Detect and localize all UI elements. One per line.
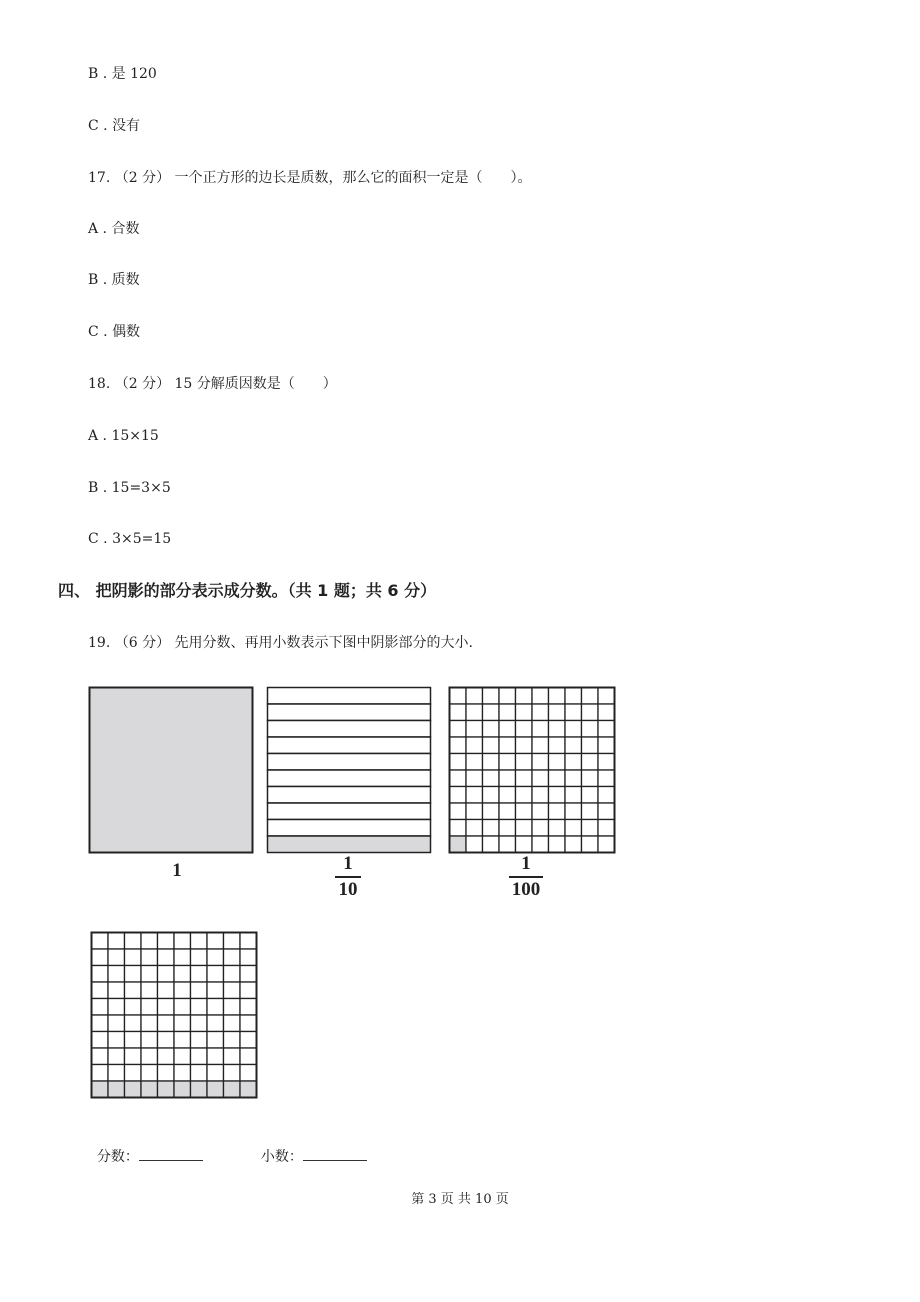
grid-cell-shaded <box>141 1081 158 1098</box>
grid-cell <box>582 737 599 754</box>
grid-cell <box>141 933 158 950</box>
grid-cell <box>516 787 533 804</box>
grid-cell <box>207 982 224 999</box>
grid-cell <box>224 1048 241 1065</box>
grid-cell <box>582 721 599 738</box>
q18-option-a: A . 15×15 <box>88 428 159 444</box>
strip <box>268 803 431 820</box>
grid-cell <box>240 949 257 966</box>
grid-cell <box>240 966 257 983</box>
grid-cell <box>240 1015 257 1032</box>
grid-cell <box>582 836 599 853</box>
grid-cell <box>240 999 257 1016</box>
grid-cell <box>224 966 241 983</box>
grid-cell <box>516 721 533 738</box>
grid-cell <box>532 721 549 738</box>
grid-cell <box>207 1015 224 1032</box>
grid-cell <box>191 1015 208 1032</box>
grid-cell <box>174 966 191 983</box>
grid-cell <box>141 982 158 999</box>
grid-cell <box>516 803 533 820</box>
grid-cell <box>598 737 615 754</box>
grid-cell <box>158 999 175 1016</box>
grid-cell <box>207 933 224 950</box>
grid-cell <box>240 982 257 999</box>
grid-cell <box>516 820 533 837</box>
q16-option-c: C . 没有 <box>88 118 141 134</box>
figure2-fraction <box>330 854 366 900</box>
grid-cell <box>191 1048 208 1065</box>
grid-cell <box>141 1015 158 1032</box>
figure3-numerator: 1 <box>521 853 531 874</box>
grid-cell <box>174 999 191 1016</box>
grid-cell-shaded <box>174 1081 191 1098</box>
q17-option-b: B . 质数 <box>88 272 140 288</box>
fraction-answer <box>88 1126 203 1167</box>
strip-shaded <box>268 836 431 853</box>
grid-cell <box>565 787 582 804</box>
grid-cell <box>125 1032 142 1049</box>
grid-cell <box>141 1048 158 1065</box>
grid-cell <box>499 721 516 738</box>
grid-cell <box>483 803 500 820</box>
grid-cell <box>466 787 483 804</box>
grid-cell <box>532 688 549 705</box>
grid-cell <box>174 1065 191 1082</box>
grid-cell <box>125 949 142 966</box>
grid-cell <box>450 820 467 837</box>
figure-hundredths-grid <box>448 686 616 854</box>
grid-cell <box>565 820 582 837</box>
grid-cell <box>532 704 549 721</box>
grid-cell <box>174 949 191 966</box>
grid-cell <box>598 770 615 787</box>
grid-cell <box>158 1015 175 1032</box>
grid-cell-shaded <box>108 1081 125 1098</box>
grid-cell <box>483 820 500 837</box>
grid-cell <box>466 820 483 837</box>
grid-cell <box>191 1065 208 1082</box>
grid-cell <box>92 999 109 1016</box>
grid-cell <box>582 770 599 787</box>
grid-cell <box>450 787 467 804</box>
grid-cell <box>207 1032 224 1049</box>
strip <box>268 704 431 721</box>
grid-cell <box>598 688 615 705</box>
grid-cell <box>141 1032 158 1049</box>
grid-cell <box>582 688 599 705</box>
figure1-label: 1 <box>172 860 182 881</box>
grid-cell <box>174 1048 191 1065</box>
grid-cell <box>565 836 582 853</box>
grid-cell <box>565 737 582 754</box>
grid-cell <box>483 770 500 787</box>
grid-cell <box>450 803 467 820</box>
whole-square-shape <box>90 688 253 853</box>
grid-cell <box>158 949 175 966</box>
q18-option-c: C . 3×5=15 <box>88 531 172 547</box>
q17-option-c: C . 偶数 <box>88 324 141 340</box>
grid-cell <box>125 966 142 983</box>
grid-cell <box>549 721 566 738</box>
grid-cell <box>565 803 582 820</box>
grid-cell <box>92 1015 109 1032</box>
grid-cell <box>174 1015 191 1032</box>
grid-cell <box>191 982 208 999</box>
strip <box>268 737 431 754</box>
grid-cell <box>224 982 241 999</box>
grid-cell <box>516 770 533 787</box>
grid-cell <box>224 949 241 966</box>
fraction-blank[interactable] <box>139 1146 203 1161</box>
figure3-fraction-bar <box>509 876 543 878</box>
grid-cell <box>499 704 516 721</box>
grid-cell <box>174 1032 191 1049</box>
grid-cell <box>240 1065 257 1082</box>
grid-cell <box>466 737 483 754</box>
fraction-label: 分数： <box>96 1149 139 1165</box>
grid-cell <box>532 787 549 804</box>
figure2-fraction-bar <box>335 876 361 878</box>
grid-cell <box>582 787 599 804</box>
grid-cell <box>158 1065 175 1082</box>
grid-cell-shaded <box>224 1081 241 1098</box>
grid-cell <box>466 754 483 771</box>
grid-cell <box>499 787 516 804</box>
grid-cell <box>499 754 516 771</box>
grid-cell <box>466 704 483 721</box>
grid-cell <box>598 754 615 771</box>
decimal-label: 小数： <box>260 1149 303 1165</box>
grid-cell <box>125 999 142 1016</box>
grid-cell <box>224 1032 241 1049</box>
grid-cell <box>240 1032 257 1049</box>
grid-cell <box>191 1032 208 1049</box>
grid-cell <box>565 721 582 738</box>
grid-cell <box>207 1065 224 1082</box>
decimal-answer <box>252 1126 367 1167</box>
strip <box>268 688 431 705</box>
grid-cell <box>108 1048 125 1065</box>
grid-cell <box>483 836 500 853</box>
grid-cell <box>92 1065 109 1082</box>
grid-cell <box>499 836 516 853</box>
grid-cell <box>92 966 109 983</box>
grid-cell <box>499 803 516 820</box>
grid-cell <box>549 820 566 837</box>
grid-cell <box>108 966 125 983</box>
grid-cell <box>450 737 467 754</box>
grid-cell <box>240 1048 257 1065</box>
grid-cell <box>207 966 224 983</box>
grid-cell <box>240 933 257 950</box>
grid-cell <box>158 1032 175 1049</box>
grid-cell-shaded <box>207 1081 224 1098</box>
grid-cell <box>549 704 566 721</box>
grid-cell <box>532 803 549 820</box>
grid-cell <box>224 1015 241 1032</box>
grid-cell-shaded <box>125 1081 142 1098</box>
grid-cell <box>516 704 533 721</box>
grid-cell <box>191 966 208 983</box>
grid-cell <box>108 1032 125 1049</box>
grid-cell <box>92 1032 109 1049</box>
grid-cell <box>125 982 142 999</box>
grid-cell <box>207 949 224 966</box>
grid-cell <box>549 770 566 787</box>
grid-cell <box>108 949 125 966</box>
figure2-denominator: 10 <box>338 879 358 900</box>
grid-cell <box>158 933 175 950</box>
grid-cell <box>598 787 615 804</box>
grid-cell <box>582 754 599 771</box>
grid-cell <box>549 803 566 820</box>
figure-tenths-strips <box>266 686 432 854</box>
grid-cell <box>582 803 599 820</box>
grid-cell <box>582 820 599 837</box>
q18-stem: 18. （2 分） 15 分解质因数是（ ） <box>88 376 337 392</box>
grid-cell <box>224 933 241 950</box>
q17-option-a: A . 合数 <box>88 221 140 237</box>
q18-option-b: B . 15=3×5 <box>88 480 171 496</box>
grid-cell <box>125 1065 142 1082</box>
section-heading: 四、 把阴影的部分表示成分数。（共 1 题；共 6 分） <box>58 581 437 600</box>
grid-cell <box>191 933 208 950</box>
grid-cell <box>598 836 615 853</box>
grid-cell <box>483 787 500 804</box>
grid-cell <box>532 820 549 837</box>
grid-cell <box>549 688 566 705</box>
grid-cell <box>92 982 109 999</box>
grid-cell <box>141 1065 158 1082</box>
grid-cell <box>191 999 208 1016</box>
strip <box>268 787 431 804</box>
grid-cell <box>450 704 467 721</box>
grid-cell <box>158 1048 175 1065</box>
grid-cell <box>516 836 533 853</box>
grid-cell <box>565 754 582 771</box>
grid-cell <box>532 754 549 771</box>
grid-cell <box>158 982 175 999</box>
grid-cell <box>108 999 125 1016</box>
grid-cell-shaded <box>92 1081 109 1098</box>
figure3-fraction <box>504 854 548 900</box>
grid-cell <box>450 770 467 787</box>
grid-cell <box>532 836 549 853</box>
figure-whole-square <box>88 686 254 854</box>
figure-question-grid <box>90 931 258 1099</box>
grid-cell <box>516 754 533 771</box>
grid-cell <box>108 1065 125 1082</box>
grid-cell <box>483 721 500 738</box>
grid-cell <box>191 949 208 966</box>
grid-cell <box>92 933 109 950</box>
grid-cell <box>499 688 516 705</box>
grid-cell <box>549 754 566 771</box>
grid-cell-shaded <box>240 1081 257 1098</box>
grid-cell <box>466 770 483 787</box>
grid-cell <box>92 949 109 966</box>
grid-cell <box>483 737 500 754</box>
strip <box>268 721 431 738</box>
grid-cell <box>565 770 582 787</box>
grid-cell-shaded <box>158 1081 175 1098</box>
grid-cell <box>466 688 483 705</box>
grid-cell <box>207 999 224 1016</box>
grid-cell <box>108 982 125 999</box>
grid-cell-shaded <box>191 1081 208 1098</box>
grid-cell <box>549 836 566 853</box>
grid-cell <box>483 754 500 771</box>
grid-cell <box>174 982 191 999</box>
grid-cell <box>483 688 500 705</box>
grid-cell <box>450 688 467 705</box>
grid-cell <box>224 1065 241 1082</box>
figure2-numerator: 1 <box>343 853 353 874</box>
grid-cell <box>532 737 549 754</box>
q16-option-b: B . 是 120 <box>88 66 157 82</box>
grid-cell <box>598 820 615 837</box>
grid-cell <box>598 721 615 738</box>
grid-cell <box>125 1048 142 1065</box>
grid-cell <box>450 721 467 738</box>
grid-cell <box>582 704 599 721</box>
grid-cell <box>499 770 516 787</box>
grid-cell <box>108 933 125 950</box>
grid-cell <box>207 1048 224 1065</box>
grid-cell <box>598 803 615 820</box>
grid-cell-shaded <box>450 836 467 853</box>
grid-cell <box>516 737 533 754</box>
grid-cell <box>516 688 533 705</box>
grid-cell <box>141 999 158 1016</box>
strip <box>268 770 431 787</box>
q19-stem: 19. （6 分） 先用分数、再用小数表示下图中阴影部分的大小. <box>88 635 473 651</box>
grid-cell <box>92 1048 109 1065</box>
grid-cell <box>466 803 483 820</box>
grid-cell <box>598 704 615 721</box>
grid-cell <box>549 787 566 804</box>
grid-cell <box>565 688 582 705</box>
grid-cell <box>125 933 142 950</box>
figure3-denominator: 100 <box>511 879 541 900</box>
strip <box>268 820 431 837</box>
grid-cell <box>141 949 158 966</box>
grid-cell <box>158 966 175 983</box>
grid-cell <box>141 966 158 983</box>
grid-cell <box>466 721 483 738</box>
grid-cell <box>450 754 467 771</box>
grid-cell <box>565 704 582 721</box>
grid-cell <box>549 737 566 754</box>
grid-cell <box>224 999 241 1016</box>
grid-cell <box>499 737 516 754</box>
grid-cell <box>125 1015 142 1032</box>
strip <box>268 754 431 771</box>
page-footer: 第 3 页 共 10 页 <box>411 1192 509 1207</box>
decimal-blank[interactable] <box>303 1146 367 1161</box>
grid-cell <box>483 704 500 721</box>
grid-cell <box>466 836 483 853</box>
grid-cell <box>174 933 191 950</box>
grid-cell <box>532 770 549 787</box>
q17-stem: 17. （2 分） 一个正方形的边长是质数，那么它的面积一定是（ ）。 <box>88 170 532 186</box>
grid-cell <box>499 820 516 837</box>
grid-cell <box>108 1015 125 1032</box>
